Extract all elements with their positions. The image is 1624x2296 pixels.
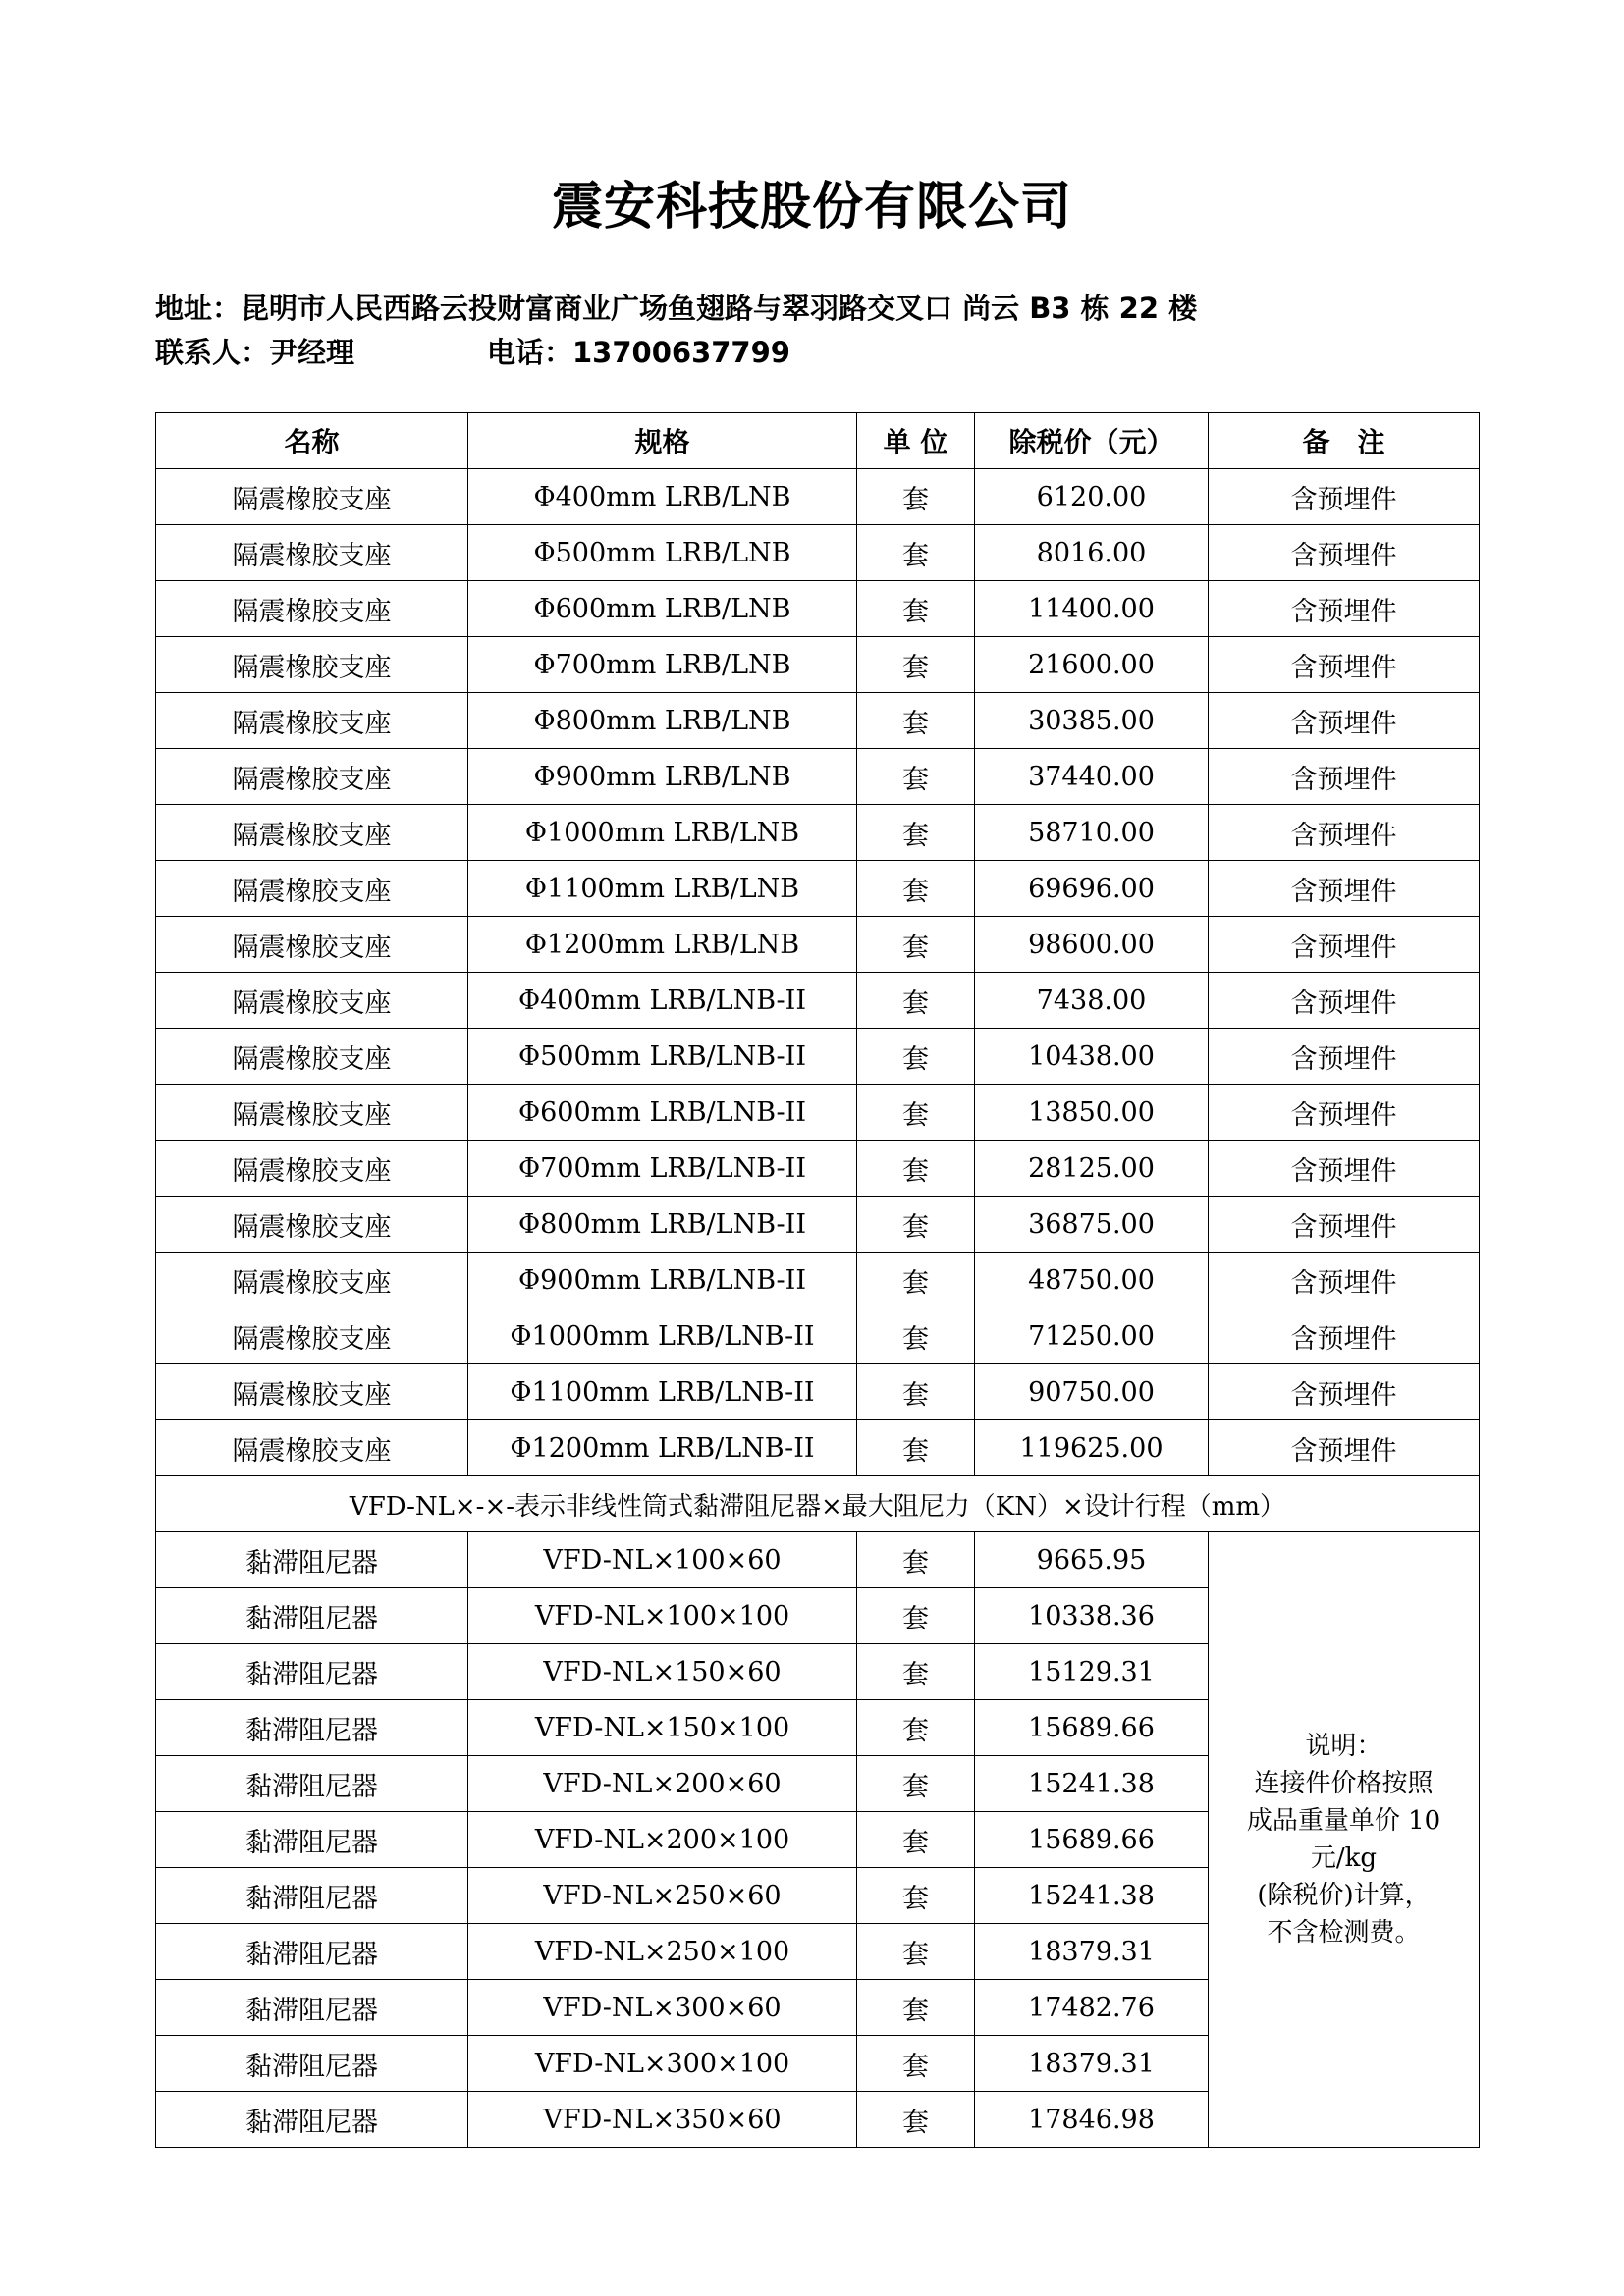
cell-note: 含预埋件 [1209,1420,1480,1476]
cell-name: 隔震橡胶支座 [156,805,468,861]
cell-price: 30385.00 [975,693,1209,749]
cell-price: 17846.98 [975,2092,1209,2148]
table-row [156,1308,1480,1364]
cell-spec: VFD-NL×100×100 [468,1588,857,1644]
cell-price: 7438.00 [975,973,1209,1029]
cell-price: 10438.00 [975,1029,1209,1085]
damper-note-cell [1209,1532,1480,2148]
cell-unit: 套 [857,693,975,749]
cell-name: 黏滞阻尼器 [156,2092,468,2148]
cell-unit: 套 [857,1980,975,2036]
cell-spec: Φ1100mm LRB/LNB-II [468,1364,857,1420]
cell-name: 隔震橡胶支座 [156,693,468,749]
cell-unit: 套 [857,1644,975,1700]
cell-price: 17482.76 [975,1980,1209,2036]
cell-unit: 套 [857,1253,975,1308]
damper-note-line: 元/kg [1310,1843,1378,1873]
cell-spec: VFD-NL×300×100 [468,2036,857,2092]
cell-spec: Φ1200mm LRB/LNB [468,917,857,973]
cell-note: 含预埋件 [1209,1085,1480,1141]
cell-note: 含预埋件 [1209,917,1480,973]
cell-price: 15241.38 [975,1756,1209,1812]
cell-name: 黏滞阻尼器 [156,1588,468,1644]
cell-price: 21600.00 [975,637,1209,693]
cell-price: 15689.66 [975,1700,1209,1756]
contact-person: 联系人：尹经理 [155,336,355,369]
cell-note: 含预埋件 [1209,1253,1480,1308]
header-price: 除税价（元） [975,413,1209,469]
cell-name: 隔震橡胶支座 [156,861,468,917]
cell-unit: 套 [857,973,975,1029]
cell-spec: VFD-NL×150×100 [468,1700,857,1756]
cell-name: 隔震橡胶支座 [156,581,468,637]
cell-spec: VFD-NL×300×60 [468,1980,857,2036]
cell-unit: 套 [857,1308,975,1364]
table-row [156,1364,1480,1420]
cell-price: 28125.00 [975,1141,1209,1197]
table-row [156,581,1480,637]
cell-price: 18379.31 [975,1924,1209,1980]
cell-name: 隔震橡胶支座 [156,917,468,973]
damper-note-line: 不含检测费。 [1267,1918,1421,1948]
damper-section-label: VFD-NL×-×-表示非线性筒式黏滞阻尼器×最大阻尼力（KN）×设计行程（mm） [156,1476,1480,1532]
cell-unit: 套 [857,581,975,637]
cell-unit: 套 [857,1868,975,1924]
cell-price: 15689.66 [975,1812,1209,1868]
cell-name: 黏滞阻尼器 [156,1700,468,1756]
cell-name: 隔震橡胶支座 [156,469,468,525]
cell-unit: 套 [857,2036,975,2092]
cell-note: 含预埋件 [1209,637,1480,693]
cell-price: 58710.00 [975,805,1209,861]
cell-spec: Φ500mm LRB/LNB [468,525,857,581]
cell-spec: Φ400mm LRB/LNB-II [468,973,857,1029]
cell-name: 黏滞阻尼器 [156,1644,468,1700]
table-row [156,469,1480,525]
damper-note-line: 说明： [1305,1732,1382,1761]
damper-section-row [156,1476,1480,1532]
cell-price: 37440.00 [975,749,1209,805]
cell-unit: 套 [857,917,975,973]
cell-spec: Φ800mm LRB/LNB-II [468,1197,857,1253]
table-row [156,1029,1480,1085]
cell-name: 隔震橡胶支座 [156,525,468,581]
cell-unit: 套 [857,1364,975,1420]
cell-unit: 套 [857,469,975,525]
cell-unit: 套 [857,1812,975,1868]
table-row [156,805,1480,861]
cell-price: 18379.31 [975,2036,1209,2092]
cell-name: 黏滞阻尼器 [156,1980,468,2036]
cell-name: 隔震橡胶支座 [156,1253,468,1308]
cell-price: 13850.00 [975,1085,1209,1141]
cell-price: 98600.00 [975,917,1209,973]
cell-unit: 套 [857,525,975,581]
cell-unit: 套 [857,1700,975,1756]
cell-spec: Φ700mm LRB/LNB [468,637,857,693]
cell-spec: Φ1000mm LRB/LNB-II [468,1308,857,1364]
cell-name: 隔震橡胶支座 [156,973,468,1029]
cell-price: 8016.00 [975,525,1209,581]
cell-price: 9665.95 [975,1532,1209,1588]
cell-spec: VFD-NL×100×60 [468,1532,857,1588]
cell-spec: Φ500mm LRB/LNB-II [468,1029,857,1085]
address-line: 地址：昆明市人民西路云投财富商业广场鱼翅路与翠羽路交叉口 尚云 B3 栋 22 楼 [155,292,1198,325]
cell-note: 含预埋件 [1209,581,1480,637]
cell-name: 黏滞阻尼器 [156,1868,468,1924]
table-row [156,1420,1480,1476]
header-name: 名称 [156,413,468,469]
header-note: 备 注 [1209,413,1480,469]
cell-unit: 套 [857,805,975,861]
table-row [156,525,1480,581]
cell-price: 15129.31 [975,1644,1209,1700]
table-row [156,1532,1480,1588]
table-row [156,1141,1480,1197]
table-row [156,749,1480,805]
table-row [156,1197,1480,1253]
cell-note: 含预埋件 [1209,973,1480,1029]
cell-name: 隔震橡胶支座 [156,1420,468,1476]
phone-number: 电话：13700637799 [487,336,790,369]
cell-price: 6120.00 [975,469,1209,525]
cell-unit: 套 [857,1085,975,1141]
table-row [156,861,1480,917]
cell-price: 11400.00 [975,581,1209,637]
cell-name: 黏滞阻尼器 [156,1924,468,1980]
cell-note: 含预埋件 [1209,1308,1480,1364]
cell-unit: 套 [857,1532,975,1588]
cell-unit: 套 [857,1141,975,1197]
table-row [156,637,1480,693]
cell-name: 黏滞阻尼器 [156,1532,468,1588]
cell-unit: 套 [857,861,975,917]
cell-name: 隔震橡胶支座 [156,1141,468,1197]
cell-spec: Φ1200mm LRB/LNB-II [468,1420,857,1476]
cell-price: 48750.00 [975,1253,1209,1308]
cell-note: 含预埋件 [1209,749,1480,805]
cell-spec: Φ900mm LRB/LNB [468,749,857,805]
table-header-row [156,413,1480,469]
cell-spec: Φ700mm LRB/LNB-II [468,1141,857,1197]
contact-line [155,331,790,371]
cell-spec: VFD-NL×200×60 [468,1756,857,1812]
cell-unit: 套 [857,1924,975,1980]
cell-spec: Φ1100mm LRB/LNB [468,861,857,917]
cell-unit: 套 [857,2092,975,2148]
cell-spec: Φ800mm LRB/LNB [468,693,857,749]
cell-spec: Φ900mm LRB/LNB-II [468,1253,857,1308]
cell-note: 含预埋件 [1209,1197,1480,1253]
cell-spec: VFD-NL×350×60 [468,2092,857,2148]
table-row [156,1085,1480,1141]
header-spec: 规格 [468,413,857,469]
cell-name: 隔震橡胶支座 [156,1308,468,1364]
cell-unit: 套 [857,1756,975,1812]
table-row [156,693,1480,749]
header-unit: 单 位 [857,413,975,469]
cell-name: 隔震橡胶支座 [156,637,468,693]
cell-unit: 套 [857,637,975,693]
cell-note: 含预埋件 [1209,1029,1480,1085]
cell-unit: 套 [857,1420,975,1476]
cell-price: 90750.00 [975,1364,1209,1420]
table-row [156,917,1480,973]
cell-spec: Φ600mm LRB/LNB [468,581,857,637]
cell-unit: 套 [857,1588,975,1644]
cell-name: 隔震橡胶支座 [156,1197,468,1253]
cell-price: 119625.00 [975,1420,1209,1476]
company-title: 震安科技股份有限公司 [551,178,1072,237]
cell-name: 隔震橡胶支座 [156,749,468,805]
cell-note: 含预埋件 [1209,693,1480,749]
damper-note-line: 成品重量单价 10 [1246,1806,1441,1836]
cell-spec: VFD-NL×150×60 [468,1644,857,1700]
cell-note: 含预埋件 [1209,861,1480,917]
cell-price: 69696.00 [975,861,1209,917]
cell-price: 10338.36 [975,1588,1209,1644]
cell-unit: 套 [857,1197,975,1253]
price-table [155,412,1480,2148]
cell-spec: Φ400mm LRB/LNB [468,469,857,525]
table-row [156,1253,1480,1308]
cell-price: 36875.00 [975,1197,1209,1253]
cell-name: 黏滞阻尼器 [156,1756,468,1812]
cell-spec: Φ600mm LRB/LNB-II [468,1085,857,1141]
cell-note: 含预埋件 [1209,1141,1480,1197]
cell-price: 15241.38 [975,1868,1209,1924]
cell-name: 黏滞阻尼器 [156,1812,468,1868]
cell-name: 隔震橡胶支座 [156,1085,468,1141]
cell-note: 含预埋件 [1209,469,1480,525]
cell-spec: VFD-NL×200×100 [468,1812,857,1868]
cell-note: 含预埋件 [1209,1364,1480,1420]
damper-note-line: (除税价)计算， [1257,1881,1431,1910]
table-row [156,973,1480,1029]
table-body [156,469,1480,2148]
cell-spec: VFD-NL×250×60 [468,1868,857,1924]
cell-note: 含预埋件 [1209,525,1480,581]
cell-name: 黏滞阻尼器 [156,2036,468,2092]
cell-unit: 套 [857,749,975,805]
cell-spec: Φ1000mm LRB/LNB [468,805,857,861]
cell-name: 隔震橡胶支座 [156,1364,468,1420]
cell-price: 71250.00 [975,1308,1209,1364]
cell-name: 隔震橡胶支座 [156,1029,468,1085]
cell-spec: VFD-NL×250×100 [468,1924,857,1980]
damper-note-line: 连接件价格按照 [1254,1769,1434,1798]
cell-note: 含预埋件 [1209,805,1480,861]
cell-unit: 套 [857,1029,975,1085]
